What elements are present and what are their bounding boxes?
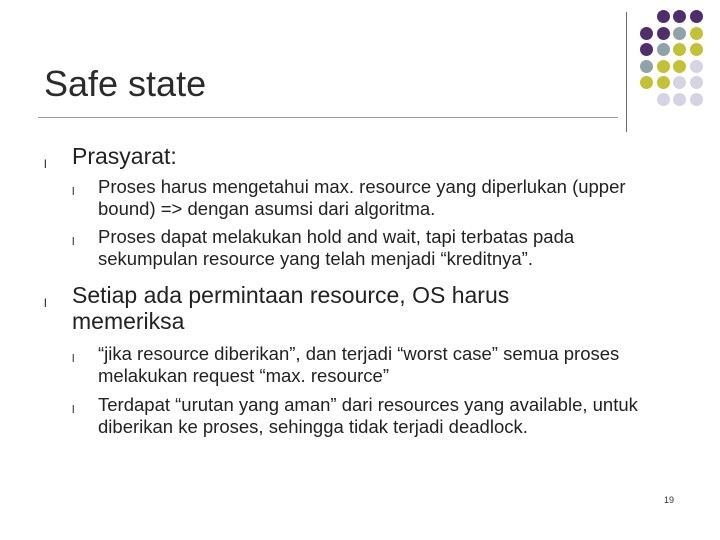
decorative-dot (657, 27, 670, 40)
page-number: 19 (664, 495, 675, 505)
decorative-dot (673, 10, 686, 23)
bullet-2-sub-1-text: “jika resource diberikan”, dan terjadi “worst case” semua proses melakukan request “max. resource” (98, 343, 620, 386)
sub-bullet-marker: l (72, 236, 75, 248)
decorative-dot (657, 43, 670, 56)
decorative-dot-grid (640, 10, 720, 125)
decorative-dot (640, 60, 653, 73)
decorative-dot (690, 10, 703, 23)
bullet-2-sub-2-text: Terdapat “urutan yang aman” dari resources yang available, untuk diberikan ke proses, sehingga tidak terjadi deadlock. (98, 394, 638, 437)
bullet-1-text: Prasyarat: (72, 143, 177, 169)
decorative-dot (673, 27, 686, 40)
sub-bullet-marker: l (72, 404, 75, 416)
decorative-dot (690, 60, 703, 73)
decorative-dot (640, 43, 653, 56)
bullet-marker: l (44, 296, 47, 310)
decorative-dot (673, 76, 686, 89)
decorative-dot (640, 27, 653, 40)
decorative-dot (657, 93, 670, 106)
sub-bullet-marker: l (72, 353, 75, 365)
bullet-1-sub-2-text: Proses dapat melakukan hold and wait, tapi terbatas pada sekumpulan resource yang telah menjadi “kreditnya”. (98, 226, 575, 269)
decorative-dot (690, 93, 703, 106)
decorative-dot (640, 76, 653, 89)
bullet-1 (44, 143, 604, 169)
slide-title: Safe state (44, 63, 207, 104)
decorative-dot (673, 93, 686, 106)
decorative-dot (657, 10, 670, 23)
bullet-1-sub-1 (70, 176, 670, 220)
bullet-2 (44, 282, 604, 334)
decorative-dot (657, 60, 670, 73)
title-vertical-rule (626, 12, 627, 132)
title-underline (38, 117, 618, 118)
bullet-1-sub-2 (70, 226, 670, 270)
bullet-2-sub-2 (70, 394, 670, 438)
bullet-2-text: Setiap ada permintaan resource, OS harus memeriksa (72, 282, 510, 334)
bullet-2-sub-1 (70, 343, 670, 387)
decorative-dot (690, 27, 703, 40)
sub-bullet-marker: l (72, 186, 75, 198)
decorative-dot (673, 43, 686, 56)
decorative-dot (690, 76, 703, 89)
bullet-1-sub-1-text: Proses harus mengetahui max. resource yang diperlukan (upper bound) => dengan asumsi dari algoritma. (98, 176, 626, 219)
decorative-dot (657, 76, 670, 89)
decorative-dot (690, 43, 703, 56)
decorative-dot (673, 60, 686, 73)
bullet-marker: l (44, 157, 47, 171)
